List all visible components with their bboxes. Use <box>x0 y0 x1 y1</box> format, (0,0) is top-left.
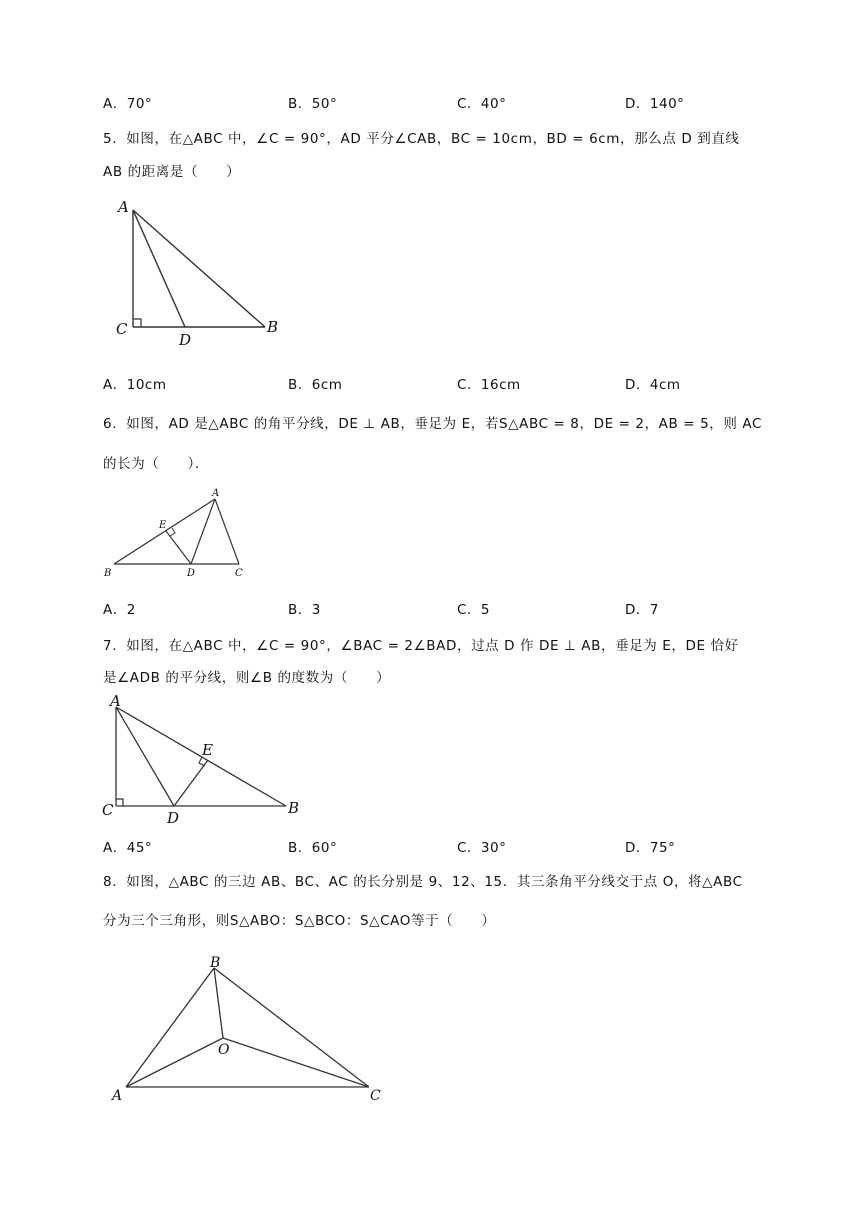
q5-stem-line1: 5．如图，在△ABC 中，∠C = 90°，AD 平分∠CAB，BC = 10cm，BD = 6cm，那么点 D 到直线 <box>103 131 740 147</box>
q7-stem-line2: 是∠ADB 的平分线，则∠B 的度数为（ ） <box>103 670 391 686</box>
q6-label-c: C <box>235 568 243 579</box>
q6-label-b: B <box>104 568 112 579</box>
q7-label-a: A <box>110 692 121 710</box>
q5-option-b: B．6cm <box>288 377 343 393</box>
q7-label-e: E <box>202 741 213 759</box>
q6-label-e: E <box>159 520 167 531</box>
q5-option-d: D．4cm <box>625 377 681 393</box>
q6-option-c: C．5 <box>457 602 491 618</box>
q6-stem-line1: 6．如图，AD 是△ABC 的角平分线，DE ⊥ AB，垂足为 E，若S△ABC = 8，DE = 2，AB = 5，则 AC <box>103 416 762 432</box>
q7-label-b: B <box>288 799 300 817</box>
q6-figure <box>100 485 260 585</box>
q5-label-c: C <box>116 320 128 338</box>
q6-option-a: A．2 <box>103 602 136 618</box>
q5-option-a: A．10cm <box>103 377 167 393</box>
q7-option-d: D．75° <box>625 840 676 856</box>
q8-label-b: B <box>210 955 221 971</box>
q5-label-d: D <box>179 331 192 349</box>
q6-stem-line2: 的长为（ ）． <box>103 456 210 472</box>
q8-figure <box>105 950 405 1110</box>
q7-label-d: D <box>167 809 180 827</box>
q7-stem-line1: 7．如图，在△ABC 中，∠C = 90°，∠BAC = 2∠BAD，过点 D 作 DE ⊥ AB，垂足为 E，DE 恰好 <box>103 638 739 654</box>
q8-label-a: A <box>112 1088 123 1104</box>
q5-figure <box>110 195 310 349</box>
q4-option-d: D．140° <box>625 96 685 112</box>
q7-option-c: C．30° <box>457 840 507 856</box>
q7-option-b: B．60° <box>288 840 338 856</box>
q5-option-c: C．16cm <box>457 377 521 393</box>
q8-label-o: O <box>218 1042 230 1058</box>
q7-figure <box>100 693 310 828</box>
q4-option-c: C．40° <box>457 96 507 112</box>
q7-label-c: C <box>102 801 114 819</box>
q8-label-c: C <box>370 1088 381 1104</box>
q6-label-a: A <box>212 488 220 499</box>
q6-option-d: D．7 <box>625 602 659 618</box>
q8-stem-line1: 8．如图，△ABC 的三边 AB、BC、AC 的长分别是 9、12、15．其三条角平分线交于点 O，将△ABC <box>103 874 743 890</box>
q6-label-d: D <box>187 568 196 579</box>
q4-option-a: A．70° <box>103 96 153 112</box>
q6-option-b: B．3 <box>288 602 321 618</box>
q5-stem-line2: AB 的距离是（ ） <box>103 164 241 180</box>
q4-option-b: B．50° <box>288 96 338 112</box>
q5-label-b: B <box>267 318 279 336</box>
q7-option-a: A．45° <box>103 840 153 856</box>
q5-label-a: A <box>118 198 129 216</box>
q8-stem-line2: 分为三个三角形，则S△ABO：S△BCO：S△CAO等于（ ） <box>103 913 496 929</box>
